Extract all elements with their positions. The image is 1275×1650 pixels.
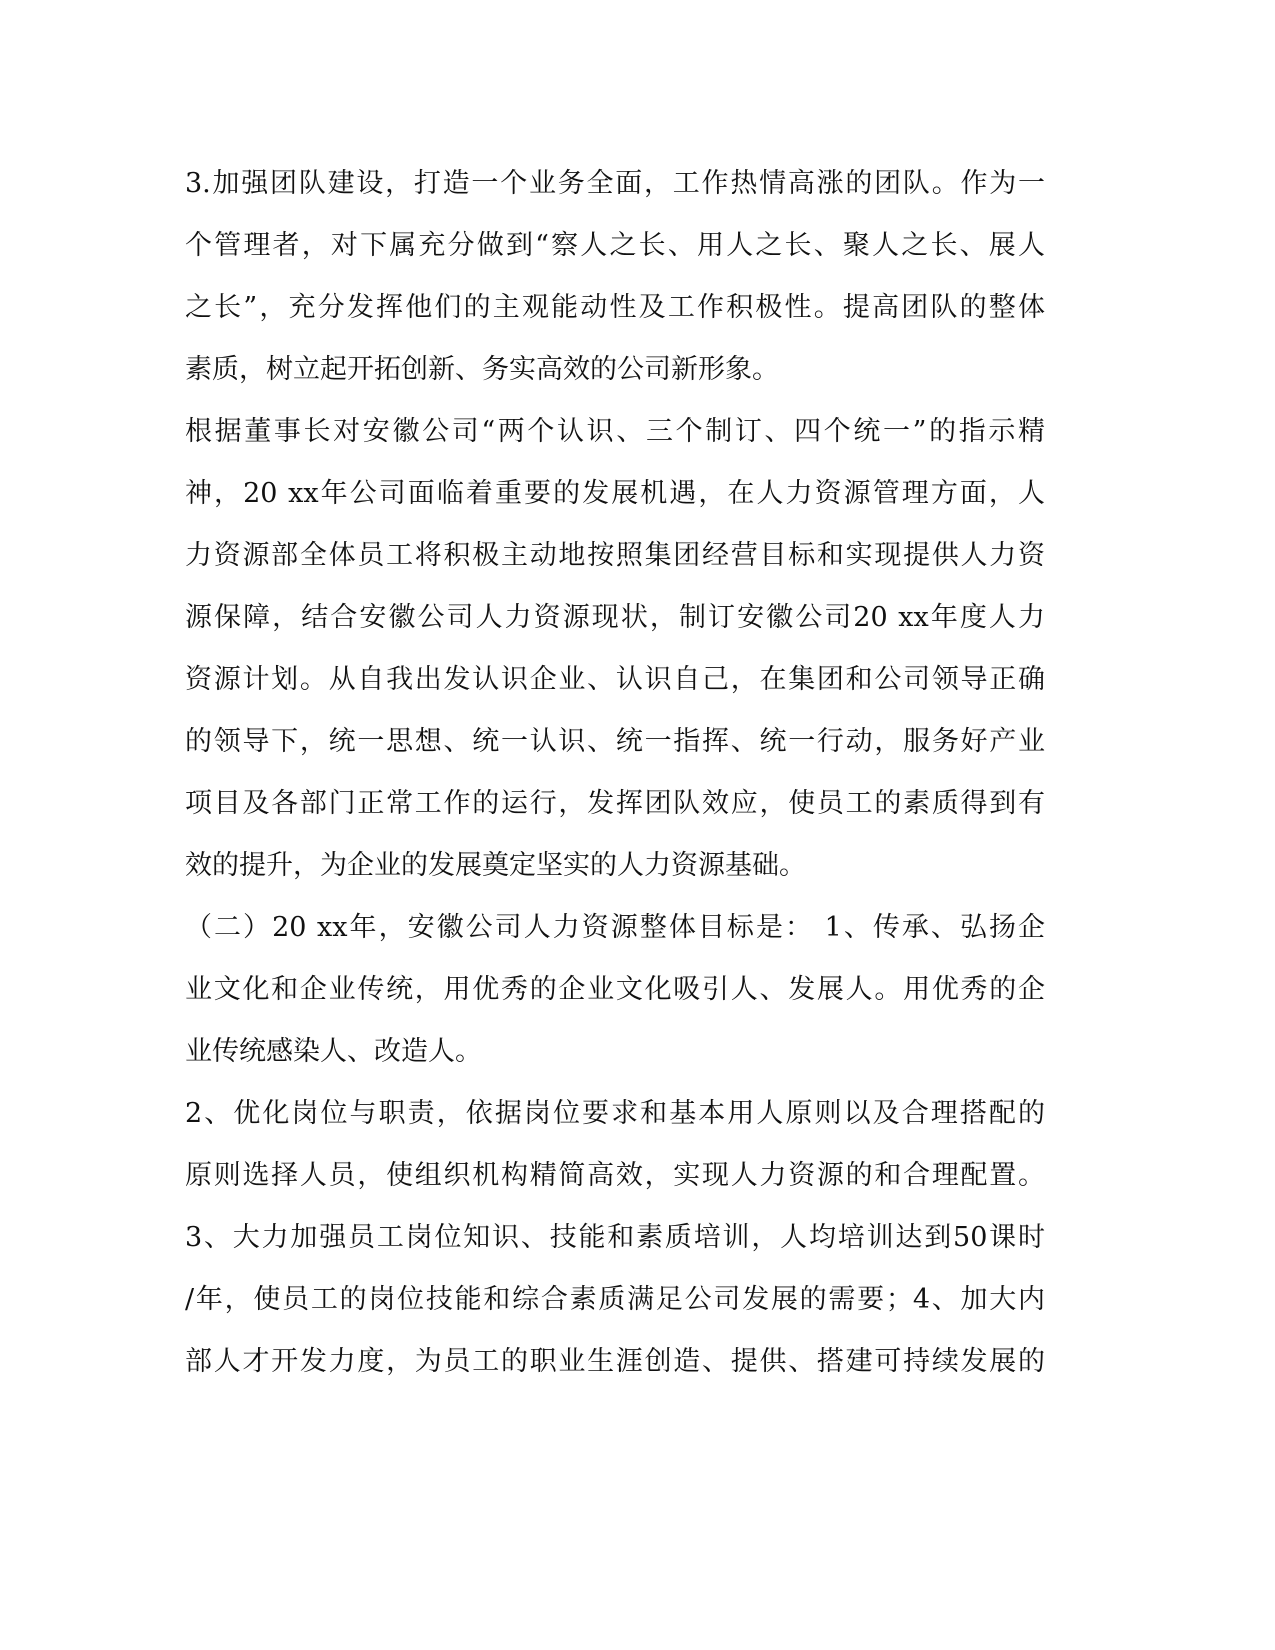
text-line: 部人才开发力度，为员工的职业生涯创造、提供、搭建可持续发展的 xyxy=(185,1346,1045,1377)
text-line: 项目及各部门正常工作的运行，发挥团队效应，使员工的素质得到有 xyxy=(185,788,1045,819)
text-line: 根据董事长对安徽公司“两个认识、三个制订、四个统一”的指示精 xyxy=(185,416,1045,447)
text-line: 源保障，结合安徽公司人力资源现状，制订安徽公司20 xx年度人力 xyxy=(185,602,1045,633)
text-line: 的领导下，统一思想、统一认识、统一指挥、统一行动，服务好产业 xyxy=(185,726,1045,757)
text-line: 个管理者，对下属充分做到“察人之长、用人之长、聚人之长、展人 xyxy=(185,230,1045,261)
text-line: 资源计划。从自我出发认识企业、认识自己，在集团和公司领导正确 xyxy=(185,664,1045,695)
text-line: （二）20 xx年，安徽公司人力资源整体目标是： 1、传承、弘扬企 xyxy=(185,912,1045,943)
text-line: 3.加强团队建设，打造一个业务全面，工作热情高涨的团队。作为一 xyxy=(185,168,1045,199)
text-line: 业文化和企业传统，用优秀的企业文化吸引人、发展人。用优秀的企 xyxy=(185,974,1045,1005)
text-line: 原则选择人员，使组织机构精简高效，实现人力资源的和合理配置。 xyxy=(185,1160,1045,1191)
text-line: 神，20 xx年公司面临着重要的发展机遇，在人力资源管理方面，人 xyxy=(185,478,1045,509)
text-line: 力资源部全体员工将积极主动地按照集团经营目标和实现提供人力资 xyxy=(185,540,1045,571)
text-line: /年，使员工的岗位技能和综合素质满足公司发展的需要；4、加大内 xyxy=(185,1284,1045,1315)
text-line: 业传统感染人、改造人。 xyxy=(185,1036,482,1067)
text-line: 2、优化岗位与职责，依据岗位要求和基本用人原则以及合理搭配的 xyxy=(185,1098,1045,1129)
text-line: 效的提升，为企业的发展奠定坚实的人力资源基础。 xyxy=(185,850,806,881)
text-line: 之长”，充分发挥他们的主观能动性及工作积极性。提高团队的整体 xyxy=(185,292,1045,323)
text-line: 3、大力加强员工岗位知识、技能和素质培训，人均培训达到50课时 xyxy=(185,1222,1045,1253)
text-line: 素质，树立起开拓创新、务实高效的公司新形象。 xyxy=(185,354,779,385)
